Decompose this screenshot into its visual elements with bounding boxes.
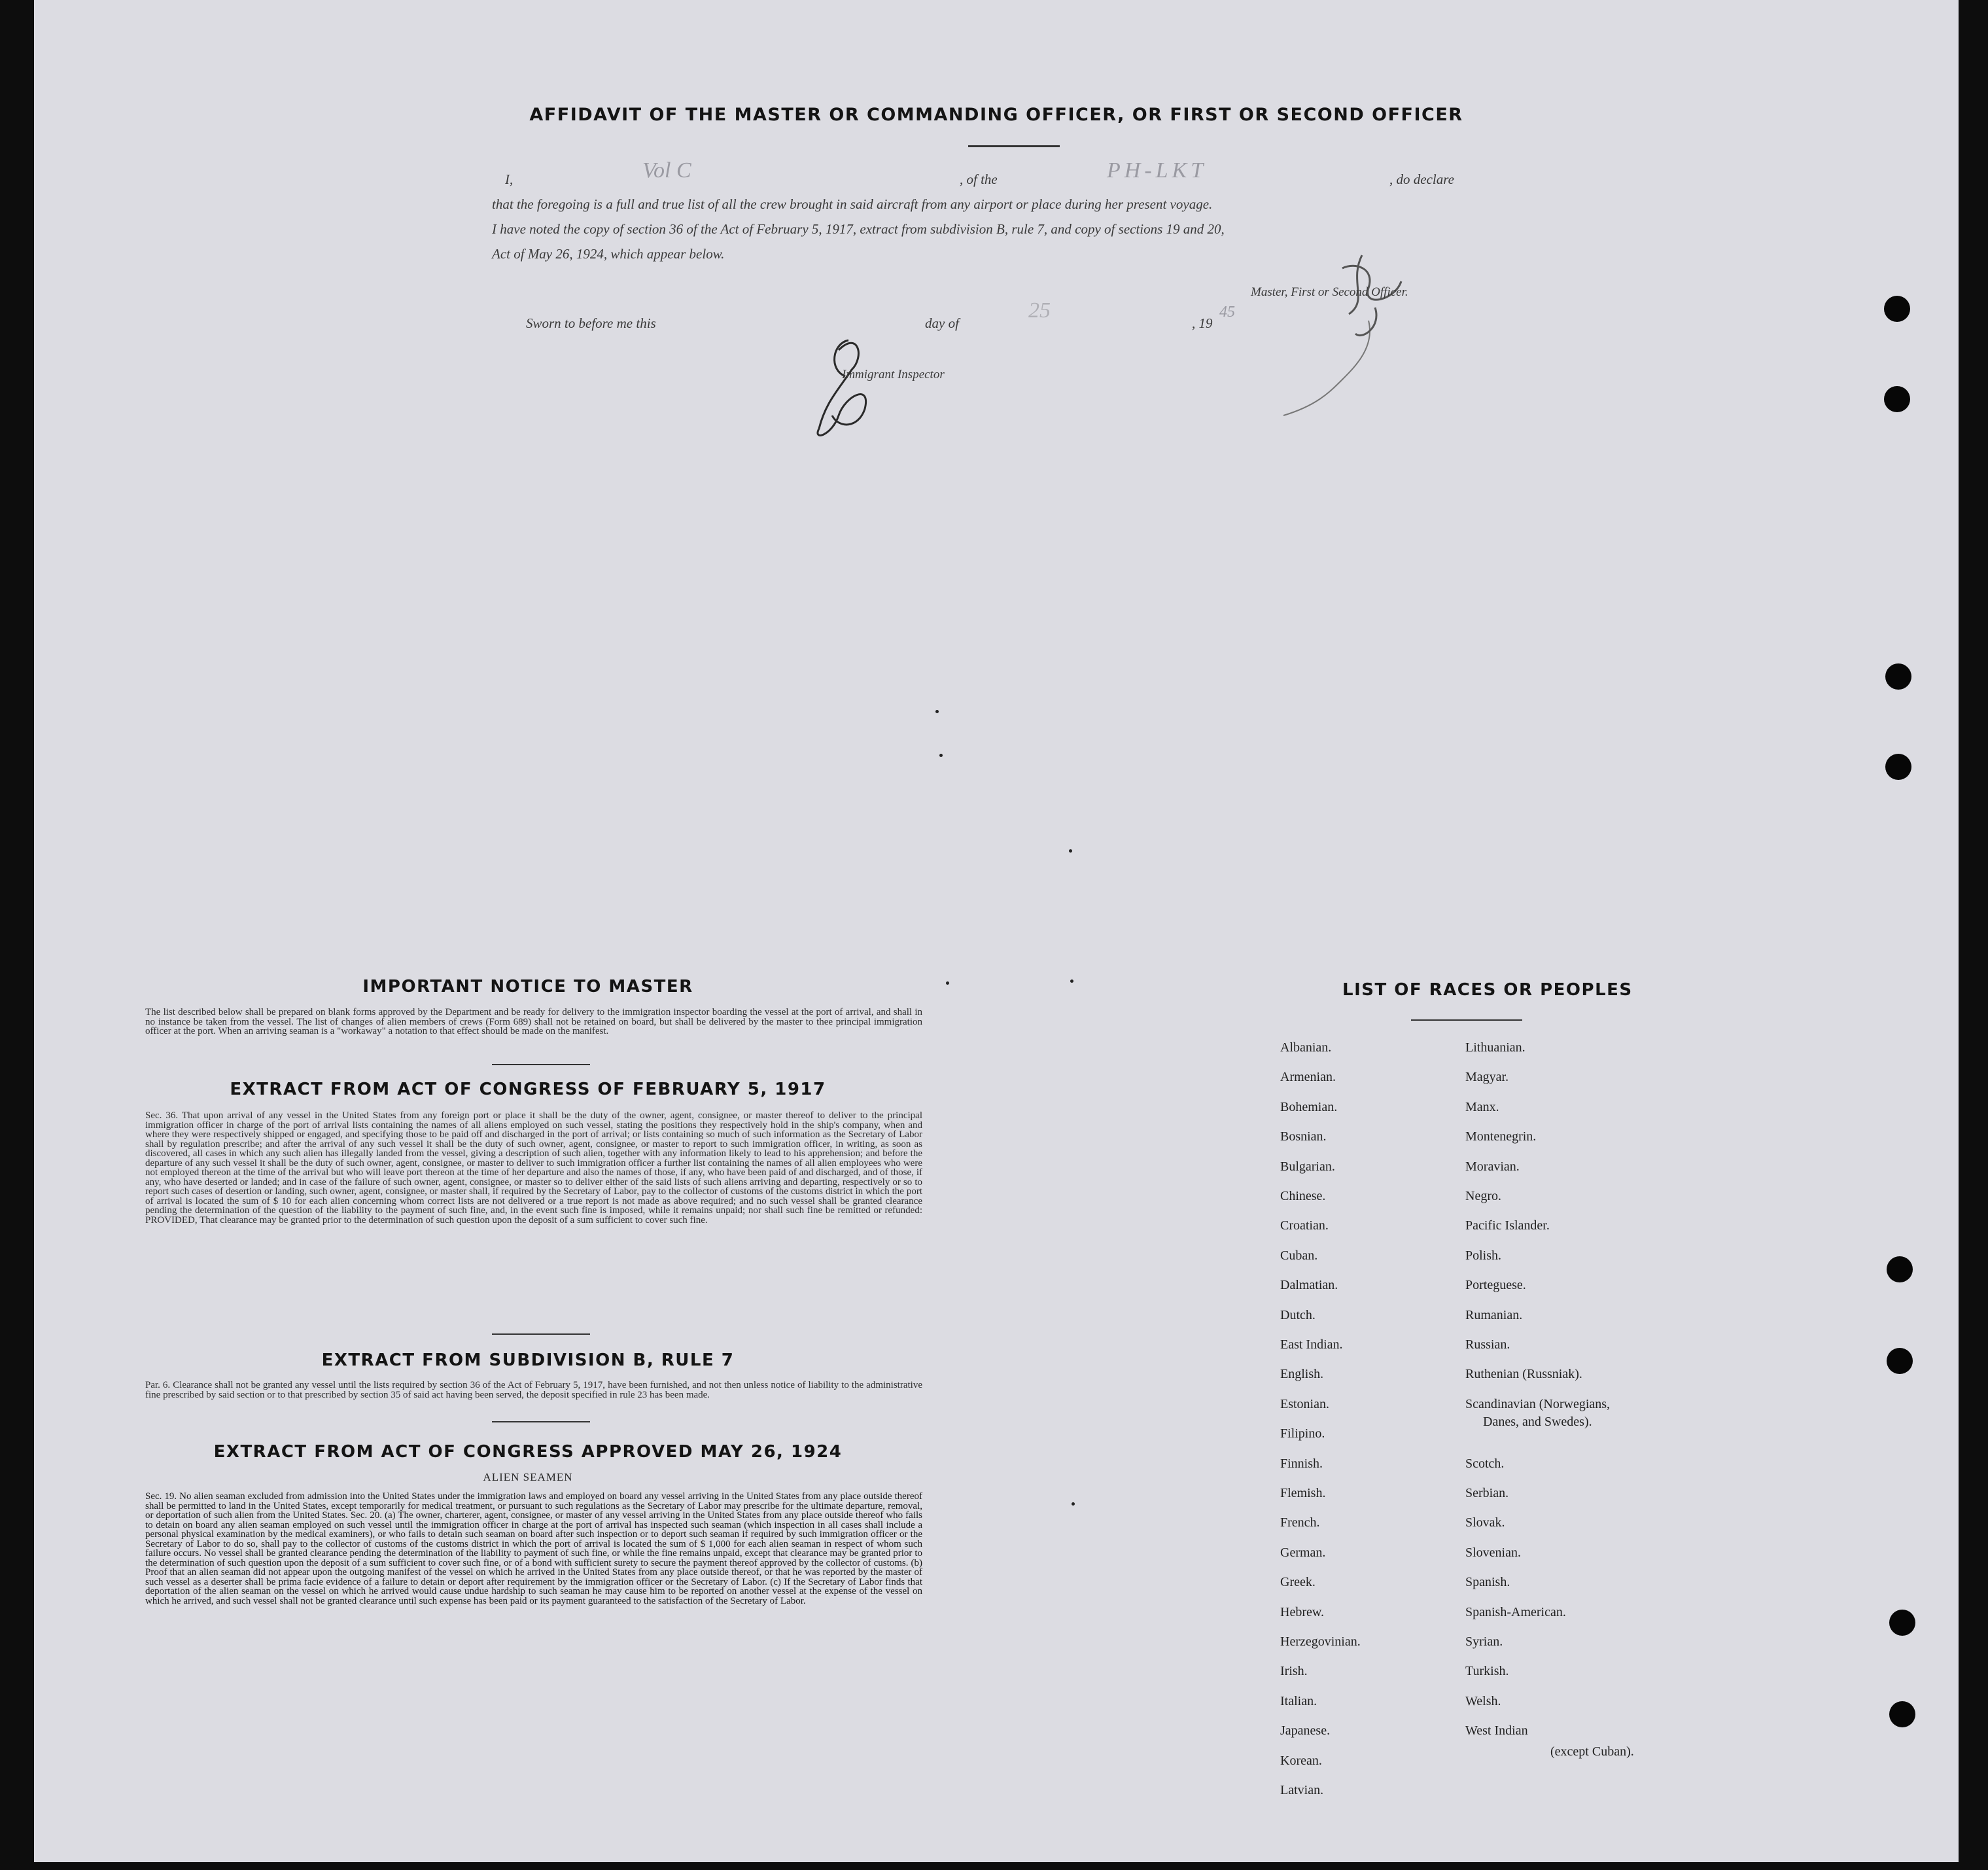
punch-hole xyxy=(1885,754,1911,780)
race-item: Greek. xyxy=(1280,1575,1316,1590)
race-item: Welsh. xyxy=(1465,1693,1501,1708)
stray-mark xyxy=(1070,979,1073,983)
notice-title: IMPORTANT NOTICE TO MASTER xyxy=(362,977,693,997)
notice-rule xyxy=(492,1064,590,1065)
punch-hole xyxy=(1884,296,1910,322)
race-item: Dutch. xyxy=(1280,1307,1316,1322)
inspector-signature xyxy=(812,330,891,442)
race-item: Irish. xyxy=(1280,1664,1308,1679)
declaration-line-3: I have noted the copy of section 36 of the Act of February 5, 1917, extract from subdivision B, rule 7, and copy of sections 19 and 20, xyxy=(492,221,1225,237)
race-item: West Indian xyxy=(1465,1723,1528,1738)
alien-seamen-subtitle: ALIEN SEAMEN xyxy=(483,1471,573,1483)
punch-hole xyxy=(1889,1610,1915,1636)
race-item: Montenegrin. xyxy=(1465,1129,1537,1144)
punch-hole xyxy=(1887,1256,1913,1282)
rule7-text: Par. 6. Clearance shall not be granted any vessel until the lists required by section 36 of the Act of February 5, 1917, have been furnished, and not then unless notice of liability to the administrative fine prescribed by said section or to that prescribed by section 35 of said act having been served, the deposit specified in rule 23 has been made. xyxy=(145,1380,922,1400)
race-item: Negro. xyxy=(1465,1189,1501,1203)
punch-hole xyxy=(1889,1701,1915,1727)
stray-mark xyxy=(1069,849,1072,853)
race-item: Moravian. xyxy=(1465,1159,1520,1174)
handwritten-master-name: Vol C xyxy=(642,158,691,183)
race-item: Croatian. xyxy=(1280,1218,1329,1233)
extract-1917-text: Sec. 36. That upon arrival of any vessel in the United States from any foreign port or place it shall be the duty of the owner, agent, consignee, or master thereof to deliver to the principal immigration officer in charge of the port of arrival lists containing the names of all aliens employed on such vessel, stating the positions they respectively hold in the ship's company, when and where they were respectively shipped or engaged, and specifying those to be paid off and discharged in the port of arrival; or lists containing so much of such information as the Secretary of Labor shall by regulation prescribe; and after the arrival of any such vessel it shall be the duty of such owner, agent, consignee, or master to report to such immigration officer, in writing, as soon as discovered, all cases in which any such alien has illegally landed from the vessel, giving a description of such alien, together with any information likely to lead to his apprehension; and before the departure of any such vessel it shall be the duty of such owner, agent, consignee, or master to deliver to such immigration officer a further list containing the names of all alien employees who were not employed thereon at the time of the arrival but who will leave port thereon at the time of her departure and also the names of those, if any, who have been paid of and discharged, and of those, if any, who have deserted or landed; and in case of the failure of such owner, agent, consignee, or master so to deliver either of the said lists of such aliens arriving and departing, respectively or so to report such cases of desertion or landing, such owner, agent, consignee, or master shall, if required by the Secretary of Labor, pay to the collector of customs of the customs district in which the port of arrival is located the sum of $ 10 for each alien concerning whom correct lists are not delivered or a true report is not made as above required; and no such vessel shall be granted clearance pending the determination of the question of the liability to the payment of such fine, and, in the event such fine is imposed, while it remains unpaid; nor shall such fine be remitted or refunded: PROVIDED, That clearance may be granted prior to the determination of such question upon the deposit of a sum sufficient to cover such fine. xyxy=(145,1110,922,1226)
stray-mark xyxy=(935,710,939,713)
rule7-rule xyxy=(492,1421,590,1422)
year-label: , 19 xyxy=(1192,315,1213,331)
race-item: Japanese. xyxy=(1280,1723,1331,1738)
extract-1917-title: EXTRACT FROM ACT OF CONGRESS OF FEBRUARY 5, 1917 xyxy=(230,1080,826,1099)
race-item: Albanian. xyxy=(1280,1040,1332,1055)
race-item: Slovenian. xyxy=(1465,1545,1521,1560)
race-item: Slovak. xyxy=(1465,1515,1505,1530)
race-item: Polish. xyxy=(1465,1248,1502,1263)
race-item: Serbian. xyxy=(1465,1486,1509,1500)
race-item: Manx. xyxy=(1465,1099,1499,1114)
race-item: Pacific Islander. xyxy=(1465,1218,1550,1233)
sworn-label: Sworn to before me this xyxy=(526,315,656,331)
handwritten-day: 25 xyxy=(1028,298,1051,323)
race-item: Latvian. xyxy=(1280,1783,1324,1797)
declaration-line-4: Act of May 26, 1924, which appear below. xyxy=(492,246,725,262)
race-item: Finnish. xyxy=(1280,1456,1323,1471)
race-item: Scandinavian (Norwegians, xyxy=(1465,1396,1611,1411)
handwritten-aircraft-id: PH-LKT xyxy=(1107,158,1208,183)
race-item: East Indian. xyxy=(1280,1337,1343,1352)
stray-mark xyxy=(939,754,943,757)
declaration-line-2: that the foregoing is a full and true list of all the crew brought in said aircraft from any airport or place during her present voyage. xyxy=(492,196,1213,212)
race-item: Cuban. xyxy=(1280,1248,1318,1263)
race-item: German. xyxy=(1280,1545,1326,1560)
race-item: Bulgarian. xyxy=(1280,1159,1335,1174)
race-item-continuation: Danes, and Swedes). xyxy=(1483,1415,1592,1429)
races-title: LIST OF RACES OR PEOPLES xyxy=(1342,980,1633,1000)
race-item: English. xyxy=(1280,1367,1324,1382)
of-the-label: , of the xyxy=(960,171,998,187)
race-item: Bohemian. xyxy=(1280,1099,1338,1114)
master-signature xyxy=(1244,242,1480,419)
race-item: Filipino. xyxy=(1280,1426,1325,1441)
extract-1924-title: EXTRACT FROM ACT OF CONGRESS APPROVED MAY 26, 1924 xyxy=(213,1442,843,1462)
race-item: Flemish. xyxy=(1280,1486,1326,1500)
race-item: Bosnian. xyxy=(1280,1129,1327,1144)
rule7-title: EXTRACT FROM SUBDIVISION B, RULE 7 xyxy=(321,1350,735,1370)
race-item: Korean. xyxy=(1280,1753,1322,1768)
race-item: Russian. xyxy=(1465,1337,1510,1352)
stray-mark xyxy=(1072,1502,1075,1506)
race-item: Rumanian. xyxy=(1465,1307,1523,1322)
race-item-continuation: (except Cuban). xyxy=(1550,1744,1634,1759)
race-item: Spanish. xyxy=(1465,1575,1510,1590)
race-item: Porteguese. xyxy=(1465,1278,1526,1293)
race-item: Hebrew. xyxy=(1280,1604,1325,1619)
race-item: Italian. xyxy=(1280,1693,1317,1708)
race-item: Lithuanian. xyxy=(1465,1040,1526,1055)
race-item: French. xyxy=(1280,1515,1320,1530)
day-of-label: day of xyxy=(925,315,959,331)
race-item: Ruthenian (Russniak). xyxy=(1465,1367,1582,1382)
extract-1917-rule xyxy=(492,1333,590,1335)
affidavit-title: AFFIDAVIT OF THE MASTER OR COMMANDING OFFICER, OR FIRST OR SECOND OFFICER xyxy=(529,105,1463,125)
notice-text: The list described below shall be prepared on blank forms approved by the Department and be ready for delivery to the immigration inspector boarding the vessel at the port of arrival, and shall in no instance be taken from the vessel. The list of changes of alien members of crews (Form 689) shall not be retained on board, but shall be delivered by the master to thee principal immigration officer at the port. When an arriving seaman is a "workaway" a notation to that effect should be made on the manifest. xyxy=(145,1007,922,1036)
race-item: Estonian. xyxy=(1280,1396,1329,1411)
race-item: Chinese. xyxy=(1280,1189,1326,1203)
race-item: Armenian. xyxy=(1280,1070,1336,1085)
punch-hole xyxy=(1884,386,1910,412)
punch-hole xyxy=(1885,663,1911,690)
race-item: Turkish. xyxy=(1465,1664,1509,1679)
extract-1924-text: Sec. 19. No alien seaman excluded from admission into the United States under the immigration laws and employed on board any vessel arriving in the United States from any place outside thereof shall be permitted to land in the United States, except temporarily for medical treatment, or pursuant to such regulations as the Secretary of Labor may prescribe for the ultimate departure, removal, or deportation of such alien from the United States. Sec. 20. (a) The owner, charterer, agent, consignee, or master of any vessel arriving in the United States from any place outside thereof who fails to detain on board any alien seaman employed on such vessel until the immigration officer in charge at the port of arrival has inspected such seaman (which inspection in all cases shall include a personal physical examination by the medical examiners), or who fails to detain such seaman on board after such inspection or to deport such seaman if required by such immigration officer or the Secretary of Labor to do so, shall pay to the collector of customs of the customs district in which the port of arrival is located the sum of $ 1,000 for each alien seaman in respect of whom such failure occurs. No vessel shall be granted clearance pending the determination of the liability to payment of such fine, or while the fine remains unpaid, except that clearance may be granted prior to the determination of such question upon the deposit of a sum sufficient to cover such fine, or of a bond with sufficient surety to secure the payment thereof approved by the collector of customs. (b) Proof that an alien seaman did not appear upon the outgoing manifest of the vessel on which he arrived in the United States from any place outside thereof, or that he was reported by the master of such vessel as a deserter shall be prima facie evidence of a failure to detain or deport after requirement by the immigration officer or the Secretary of Labor. (c) If the Secretary of Labor finds that deportation of the alien seaman on the vessel on which he arrived would cause undue hardship to such seaman he may cause him to be reported on another vessel at the expense of the vessel on which he arrived, and such vessel shall not be granted clearance until such expense has been paid or its payment guaranteed to the satisfaction of the Secretary of Labor. xyxy=(145,1491,922,1606)
handwritten-year: 45 xyxy=(1219,304,1235,321)
stray-mark xyxy=(946,981,949,985)
do-declare-label: , do declare xyxy=(1389,171,1454,187)
i-label: I, xyxy=(505,171,514,187)
master-officer-label: Master, First or Second Officer. xyxy=(1251,285,1408,299)
race-item: Syrian. xyxy=(1465,1634,1503,1649)
race-item: Spanish-American. xyxy=(1465,1604,1566,1619)
race-item: Herzegovinian. xyxy=(1280,1634,1361,1649)
document-page xyxy=(34,0,1959,1862)
inspector-label: Immigrant Inspector xyxy=(842,368,945,381)
title-rule xyxy=(968,145,1060,147)
race-item: Dalmatian. xyxy=(1280,1278,1338,1293)
races-rule xyxy=(1411,1019,1522,1021)
race-item: Scotch. xyxy=(1465,1456,1505,1471)
punch-hole xyxy=(1887,1348,1913,1374)
race-item: Magyar. xyxy=(1465,1070,1509,1085)
